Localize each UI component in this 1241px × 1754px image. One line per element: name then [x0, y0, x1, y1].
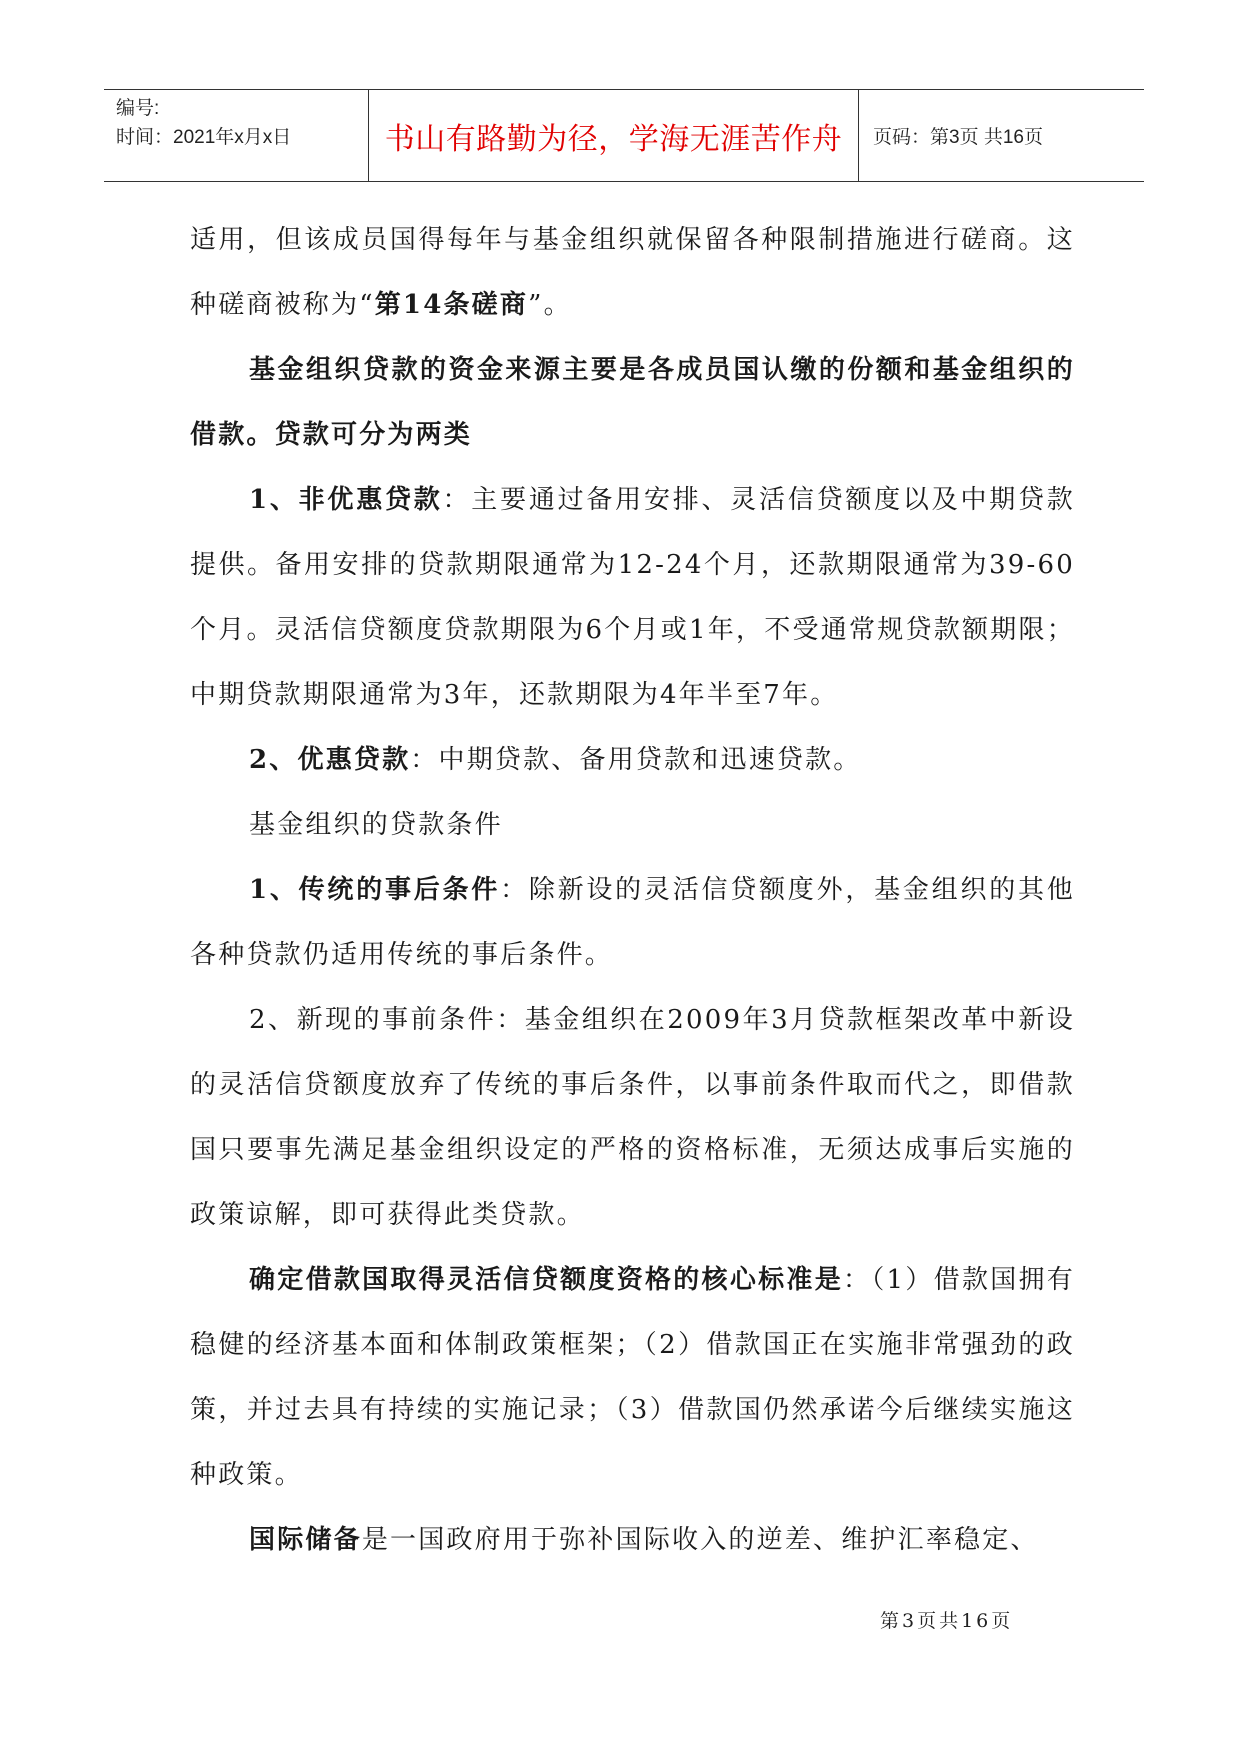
bold-text-run: 2、优惠贷款 [249, 745, 411, 775]
header-number-label: 编号: [116, 98, 160, 119]
text-run: ：中期贷款、备用贷款和迅速贷款。 [410, 745, 862, 775]
paragraph [190, 1508, 1075, 1573]
bold-text-run: 1、非优惠贷款 [249, 485, 443, 515]
bold-text-run: 基金组织贷款的资金来源主要是各成员国认缴的份额和基金组织的借款。贷款可分为两类 [190, 355, 1075, 450]
page-header [104, 89, 1144, 182]
text-run: 基金组织的贷款条件 [249, 810, 503, 840]
document-body [190, 208, 1075, 1573]
paragraph [190, 1248, 1075, 1508]
paragraph [190, 793, 1075, 858]
header-meta [104, 90, 369, 181]
text-run: 是一国政府用于弥补国际收入的逆差、维护汇率稳定、 [361, 1525, 1039, 1555]
paragraph [190, 728, 1075, 793]
paragraph [190, 858, 1075, 988]
text-run: 2、新现的事前条件：基金组织在2009年3月贷款框架改革中新设的灵活信贷额度放弃了传统的事后条件，以事前条件取而代之，即借款国只要事先满足基金组织设定的严格的资格标准，无须达成事后实施的政策谅解，即可获得此类贷款。 [190, 1005, 1075, 1230]
header-page-info: 页码：第3页 共16页 [873, 127, 1043, 148]
bold-text-run: 确定借款国取得灵活信贷额度资格的核心标准是 [249, 1265, 843, 1295]
paragraph [190, 468, 1075, 728]
bold-text-run: 1、传统的事后条件 [249, 875, 501, 905]
page-footer: 第3页共16页 [880, 1610, 1014, 1632]
text-run: 适用，但该成员国得每年与基金组织就保留各种限制措施进行磋商。这种磋商被称为“ [190, 225, 1075, 320]
text-run: ：主要通过备用安排、灵活信贷额度以及中期贷款提供。备用安排的贷款期限通常为12-24个月，还款期限通常为39-60个月。灵活信贷额度贷款期限为6个月或1年，不受通常规贷款额期限；中期贷款期限通常为3年，还款期限为4年半至7年。 [190, 485, 1075, 710]
text-run: ：除新设的灵活信贷额度外，基金组织的其他各种贷款仍适用传统的事后条件。 [190, 875, 1075, 970]
bold-text-run: 国际储备 [249, 1525, 362, 1555]
bold-text-run: 第14条磋商 [374, 290, 529, 320]
paragraph [190, 338, 1075, 468]
header-time-label: 时间：2021年x月x日 [116, 127, 292, 148]
text-run: ：（1）借款国拥有稳健的经济基本面和体制政策框架；（2）借款国正在实施非常强劲的政策，并过去具有持续的实施记录；（3）借款国仍然承诺今后继续实施这种政策。 [190, 1265, 1076, 1490]
paragraph [190, 208, 1075, 338]
text-run: ”。 [528, 290, 572, 320]
header-motto: 书山有路勤为径，学海无涯苦作舟 [369, 90, 859, 181]
paragraph [190, 988, 1075, 1248]
